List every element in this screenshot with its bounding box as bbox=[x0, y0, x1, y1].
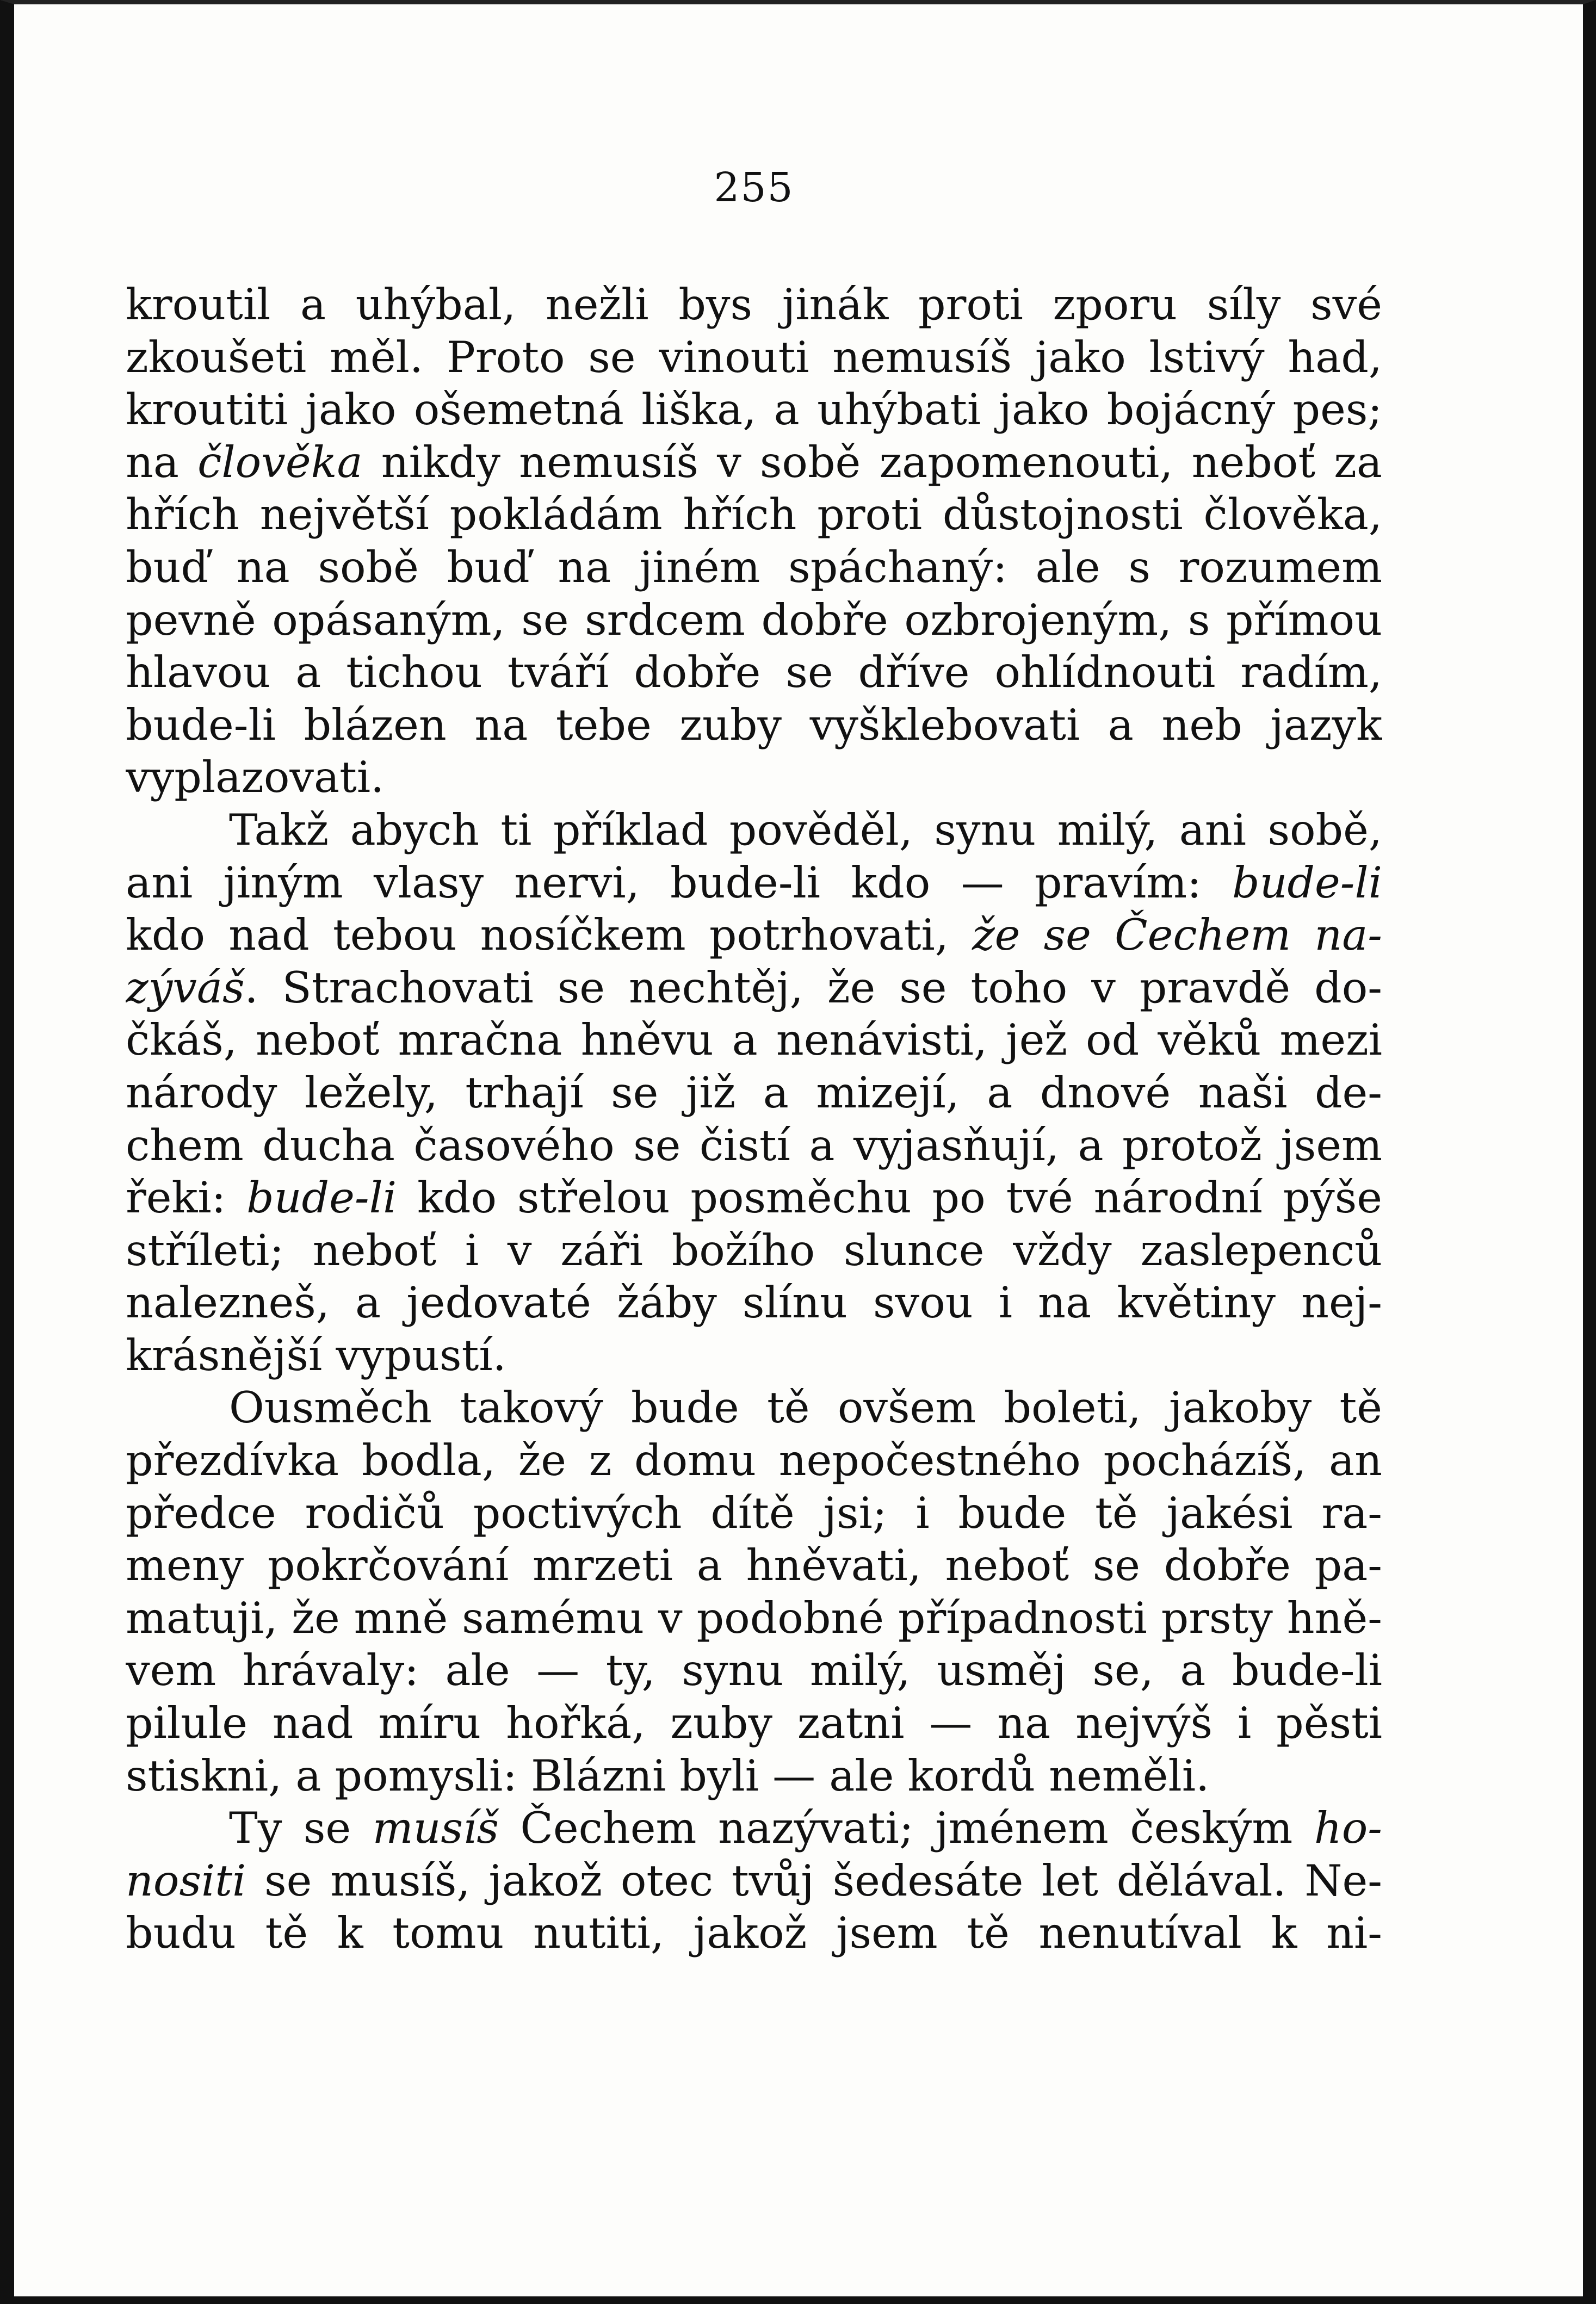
text-line bbox=[126, 1434, 1382, 1487]
italic-text-segment: musíš bbox=[372, 1803, 499, 1854]
text-segment: bude-li blázen na tebe zuby vyšklebovati a neb jazyk bbox=[126, 699, 1382, 750]
text-segment: budu tě k tomu nutiti, jakož jsem tě nenutíval k ni- bbox=[126, 1908, 1382, 1959]
text-segment: Ousměch takový bude tě ovšem boleti, jakoby tě bbox=[229, 1383, 1382, 1433]
text-line bbox=[126, 1067, 1382, 1119]
italic-text-segment: nositi bbox=[126, 1855, 246, 1906]
text-segment: chem ducha časového se čistí a vyjasňují, a protož jsem bbox=[126, 1120, 1382, 1170]
text-line bbox=[126, 1119, 1382, 1172]
text-segment: kdo nad tebou nosíčkem potrhovati, bbox=[126, 910, 973, 961]
italic-text-segment: ho- bbox=[1314, 1803, 1382, 1854]
text-line bbox=[126, 857, 1382, 909]
text-segment: stříleti; neboť i v záři božího slunce vždy zaslepenců bbox=[126, 1225, 1382, 1275]
text-segment: pevně opásaným, se srdcem dobře ozbrojeným, s přímou bbox=[126, 594, 1382, 645]
text-segment: kroutil a uhýbal, nežli bys jinák proti zporu síly své bbox=[126, 280, 1382, 330]
text-line bbox=[126, 1644, 1382, 1697]
text-segment: předce rodičů poctivých dítě jsi; i bude tě jakési ra- bbox=[126, 1488, 1382, 1538]
text-line bbox=[126, 1382, 1382, 1434]
text-segment: Čechem nazývati; jménem českým bbox=[498, 1803, 1314, 1854]
text-line bbox=[126, 1329, 1382, 1382]
text-segment: krásnější vypustí. bbox=[126, 1330, 506, 1380]
text-segment: zkoušeti měl. Proto se vinouti nemusíš jako lstivý had, bbox=[126, 332, 1382, 382]
text-line bbox=[126, 1487, 1382, 1540]
text-line bbox=[126, 488, 1382, 541]
text-line bbox=[126, 1224, 1382, 1277]
text-line bbox=[126, 383, 1382, 436]
text-segment: . Strachovati se nechtěj, že se toho v pravdě do- bbox=[244, 962, 1382, 1013]
text-line bbox=[126, 646, 1382, 699]
italic-text-segment: bude-li bbox=[246, 1173, 397, 1223]
text-segment: pilule nad míru hořká, zuby zatni — na nejvýš i pěsti bbox=[126, 1698, 1382, 1749]
text-line bbox=[126, 699, 1382, 752]
text-segment: ani jiným vlasy nervi, bude-li kdo — pravím: bbox=[126, 857, 1232, 908]
text-segment: nalezneš, a jedovaté žáby slínu svou i na květiny nej- bbox=[126, 1278, 1382, 1328]
text-line bbox=[126, 962, 1382, 1014]
text-segment: stiskni, a pomysli: Blázni byli — ale kordů neměli. bbox=[126, 1750, 1210, 1801]
text-line bbox=[126, 1907, 1382, 1960]
italic-text-segment: člověka bbox=[197, 437, 363, 487]
text-line bbox=[126, 909, 1382, 962]
text-line bbox=[126, 594, 1382, 647]
text-segment: národy ležely, trhají se již a mizejí, a dnové naši de- bbox=[126, 1067, 1382, 1118]
text-segment: hlavou a tichou tváří dobře se dříve ohlídnouti radím, bbox=[126, 647, 1382, 698]
italic-text-segment: že se Čechem na- bbox=[972, 910, 1382, 961]
text-segment: čkáš, neboť mračna hněvu a nenávisti, jež od věků mezi bbox=[126, 1015, 1382, 1066]
text-segment: kdo střelou posměchu po tvé národní pýše bbox=[397, 1173, 1382, 1223]
text-segment: Takž abych ti příklad pověděl, synu milý, ani sobě, bbox=[229, 804, 1382, 855]
text-line bbox=[126, 331, 1382, 384]
text-line bbox=[126, 541, 1382, 594]
text-segment: kroutiti jako ošemetná liška, a uhýbati jako bojácný pes; bbox=[126, 385, 1382, 435]
text-line bbox=[126, 1592, 1382, 1645]
text-line bbox=[126, 1855, 1382, 1907]
text-segment: hřích největší pokládám hřích proti důstojnosti člověka, bbox=[126, 490, 1382, 540]
text-segment: Ty se bbox=[229, 1803, 373, 1854]
text-line bbox=[126, 1277, 1382, 1329]
text-line bbox=[126, 1014, 1382, 1067]
text-segment: buď na sobě buď na jiném spáchaný: ale s rozumem bbox=[126, 542, 1382, 592]
text-line bbox=[126, 751, 1382, 804]
text-segment: přezdívka bodla, že z domu nepočestného pocházíš, an bbox=[126, 1435, 1382, 1486]
italic-text-segment: bude-li bbox=[1232, 857, 1382, 908]
text-line bbox=[126, 1172, 1382, 1224]
text-line bbox=[126, 1539, 1382, 1592]
text-segment: řeki: bbox=[126, 1173, 247, 1223]
text-segment: meny pokrčování mrzeti a hněvati, neboť se dobře pa- bbox=[126, 1540, 1382, 1591]
italic-text-segment: zýváš bbox=[126, 962, 245, 1013]
page-number: 255 bbox=[714, 164, 794, 211]
text-segment: vyplazovati. bbox=[126, 752, 385, 803]
book-page bbox=[126, 164, 1382, 2213]
text-line bbox=[126, 1750, 1382, 1803]
text-line bbox=[126, 1802, 1382, 1855]
text-segment: matuji, že mně samému v podobné případnosti prsty hně- bbox=[126, 1593, 1382, 1643]
text-segment: nikdy nemusíš v sobě zapomenouti, neboť za bbox=[362, 437, 1382, 487]
text-segment: se musíš, jakož otec tvůj šedesáte let dělával. Ne- bbox=[246, 1855, 1382, 1906]
text-line bbox=[126, 278, 1382, 331]
text-line bbox=[126, 1697, 1382, 1750]
text-segment: vem hrávaly: ale — ty, synu milý, usměj se, a bude-li bbox=[126, 1645, 1382, 1696]
text-line bbox=[126, 436, 1382, 489]
text-line bbox=[126, 804, 1382, 857]
text-segment: na bbox=[126, 437, 198, 487]
body-text bbox=[126, 278, 1382, 1960]
